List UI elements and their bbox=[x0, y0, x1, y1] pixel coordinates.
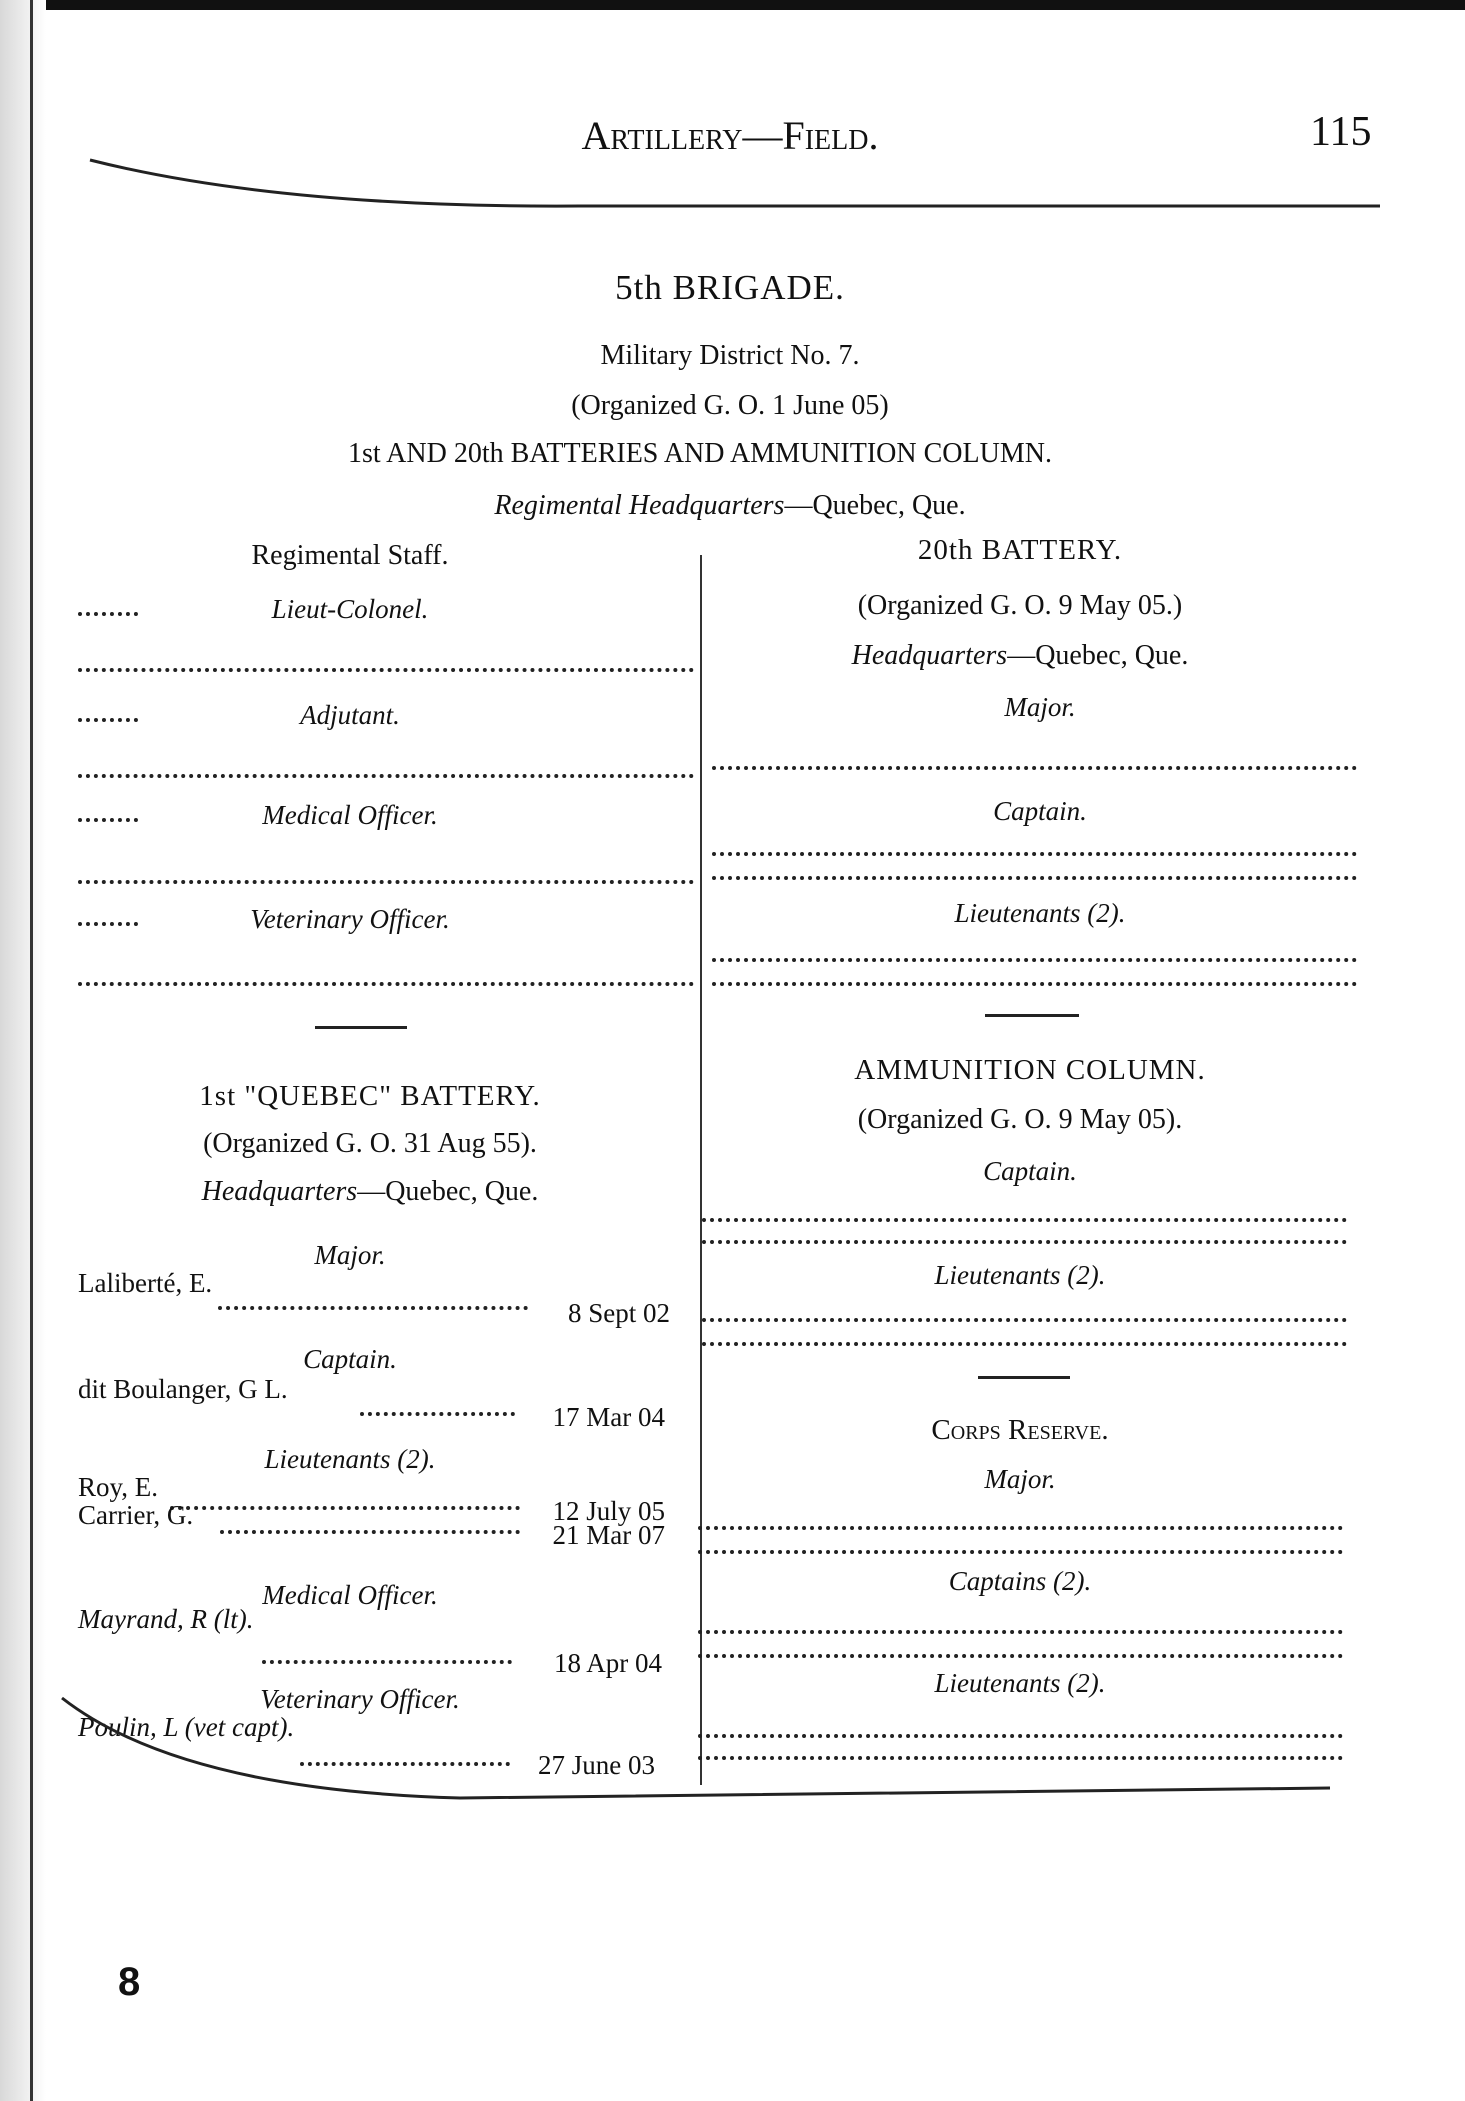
page-number: 115 bbox=[1310, 109, 1372, 155]
right-section-rule-2 bbox=[978, 1376, 1070, 1379]
medical-officer-date: 18 Apr 04 bbox=[554, 1648, 662, 1678]
battery-20-title: 20th BATTERY. bbox=[917, 534, 1123, 566]
staff-line-3b bbox=[78, 880, 694, 884]
corps-reserve-lieutenants-label: Lieutenants (2). bbox=[934, 1668, 1106, 1698]
staff-line-4a bbox=[78, 922, 138, 926]
lieutenant-2-date: 21 Mar 07 bbox=[552, 1520, 665, 1550]
staff-line-2b bbox=[78, 774, 694, 778]
units-line: 1st AND 20th BATTERIES AND AMMUNITION COLUMN. bbox=[348, 438, 1052, 469]
quebec-vet-label: Veterinary Officer. bbox=[260, 1684, 460, 1714]
captain-leader bbox=[360, 1412, 515, 1416]
medical-officer-name: Mayrand, R (lt). bbox=[78, 1604, 254, 1634]
quebec-battery-title: 1st "QUEBEC" BATTERY. bbox=[199, 1080, 541, 1112]
battery-20-hq-label: Headquarters bbox=[851, 640, 1008, 671]
medical-officer-leader bbox=[262, 1660, 512, 1664]
corps-reserve-major-line-a bbox=[698, 1526, 1343, 1530]
staff-line-2a bbox=[78, 718, 138, 722]
quebec-major-label: Major. bbox=[314, 1240, 386, 1270]
lieutenant-1-name: Roy, E. bbox=[78, 1472, 158, 1502]
quebec-battery-hq-value: —Quebec, Que. bbox=[357, 1176, 539, 1207]
header-rule bbox=[80, 150, 1390, 220]
captain-date: 17 Mar 04 bbox=[552, 1402, 665, 1432]
running-title: Artillery—Field. bbox=[581, 113, 879, 158]
ammunition-lieutenants-label: Lieutenants (2). bbox=[934, 1260, 1106, 1290]
battery-20-major-label: Major. bbox=[1004, 692, 1076, 722]
quebec-battery-organized: (Organized G. O. 31 Aug 55). bbox=[203, 1128, 537, 1159]
quebec-medical-label: Medical Officer. bbox=[262, 1580, 438, 1610]
staff-role-adjutant: Adjutant. bbox=[300, 700, 400, 730]
corps-reserve-captains-line-a bbox=[698, 1630, 1343, 1634]
ammunition-column-organized: (Organized G. O. 9 May 05). bbox=[857, 1104, 1183, 1135]
staff-role-medical-officer: Medical Officer. bbox=[262, 800, 438, 830]
regimental-hq-line bbox=[400, 490, 1060, 522]
battery-20-captain-line-b bbox=[712, 876, 1357, 880]
staff-line-3a bbox=[78, 818, 138, 822]
battery-20-lieutenants-line-b bbox=[712, 982, 1357, 986]
battery-20-lieutenants-label: Lieutenants (2). bbox=[954, 898, 1126, 928]
bottom-rule bbox=[60, 1690, 1350, 1810]
veterinary-officer-date: 27 June 03 bbox=[538, 1750, 655, 1780]
battery-20-lieutenants-line-a bbox=[712, 958, 1357, 962]
ammunition-lieutenants-line-b bbox=[702, 1342, 1347, 1346]
staff-role-lieut-colonel: Lieut-Colonel. bbox=[271, 594, 429, 624]
corps-reserve-title: Corps Reserve. bbox=[931, 1414, 1109, 1446]
corps-reserve-major-label: Major. bbox=[984, 1464, 1056, 1494]
corps-reserve-major-line-b bbox=[698, 1550, 1343, 1554]
veterinary-officer-name: Poulin, L (vet capt). bbox=[78, 1712, 295, 1742]
ammunition-captain-label: Captain. bbox=[983, 1156, 1077, 1186]
quebec-lieutenants-label: Lieutenants (2). bbox=[264, 1444, 436, 1474]
quebec-captain-label: Captain. bbox=[303, 1344, 397, 1374]
lieutenant-2-name: Carrier, G. bbox=[78, 1500, 194, 1530]
brigade-title: 5th BRIGADE. bbox=[615, 268, 845, 307]
battery-20-captain-line-a bbox=[712, 852, 1357, 856]
lieutenant-2-leader bbox=[220, 1530, 520, 1534]
quebec-battery-hq-label: Headquarters bbox=[201, 1176, 358, 1207]
major-date: 8 Sept 02 bbox=[567, 1298, 670, 1328]
right-section-rule-1 bbox=[985, 1014, 1079, 1017]
district-line: Military District No. 7. bbox=[600, 340, 860, 371]
staff-role-veterinary-officer: Veterinary Officer. bbox=[250, 904, 450, 934]
battery-20-organized: (Organized G. O. 9 May 05.) bbox=[857, 590, 1183, 621]
column-divider bbox=[700, 555, 702, 1785]
regimental-hq-value: —Quebec, Que. bbox=[784, 490, 966, 521]
left-section-rule bbox=[315, 1026, 407, 1029]
battery-20-hq-line bbox=[790, 640, 1250, 672]
quebec-battery-hq-line bbox=[140, 1176, 600, 1208]
lieutenant-1-date: 12 July 05 bbox=[552, 1496, 665, 1526]
organized-line: (Organized G. O. 1 June 05) bbox=[571, 390, 889, 421]
signature-mark: 8 bbox=[118, 1960, 141, 2004]
battery-20-hq-value: —Quebec, Que. bbox=[1007, 640, 1189, 671]
staff-line-4b bbox=[78, 982, 694, 986]
ammunition-lieutenants-line-a bbox=[702, 1318, 1347, 1322]
staff-line-1a bbox=[78, 612, 138, 616]
ammunition-column-title: AMMUNITION COLUMN. bbox=[854, 1054, 1206, 1086]
corps-reserve-captains-line-b bbox=[698, 1654, 1343, 1658]
corps-reserve-captains-label: Captains (2). bbox=[948, 1566, 1092, 1596]
regimental-staff-title: Regimental Staff. bbox=[251, 540, 449, 571]
major-leader bbox=[218, 1306, 528, 1310]
lieutenant-1-leader bbox=[170, 1506, 520, 1510]
ammunition-captain-line-b bbox=[702, 1240, 1347, 1244]
binding-shadow bbox=[0, 0, 46, 2101]
battery-20-captain-label: Captain. bbox=[993, 796, 1087, 826]
staff-line-1b bbox=[78, 668, 694, 672]
captain-name: dit Boulanger, G L. bbox=[78, 1374, 288, 1404]
battery-20-major-line bbox=[712, 766, 1357, 770]
regimental-hq-label: Regimental Headquarters bbox=[494, 490, 785, 521]
ammunition-captain-line-a bbox=[702, 1218, 1347, 1222]
binding-edge bbox=[30, 0, 33, 2101]
major-name: Laliberté, E. bbox=[78, 1268, 213, 1298]
scan-top-edge bbox=[0, 0, 1465, 10]
